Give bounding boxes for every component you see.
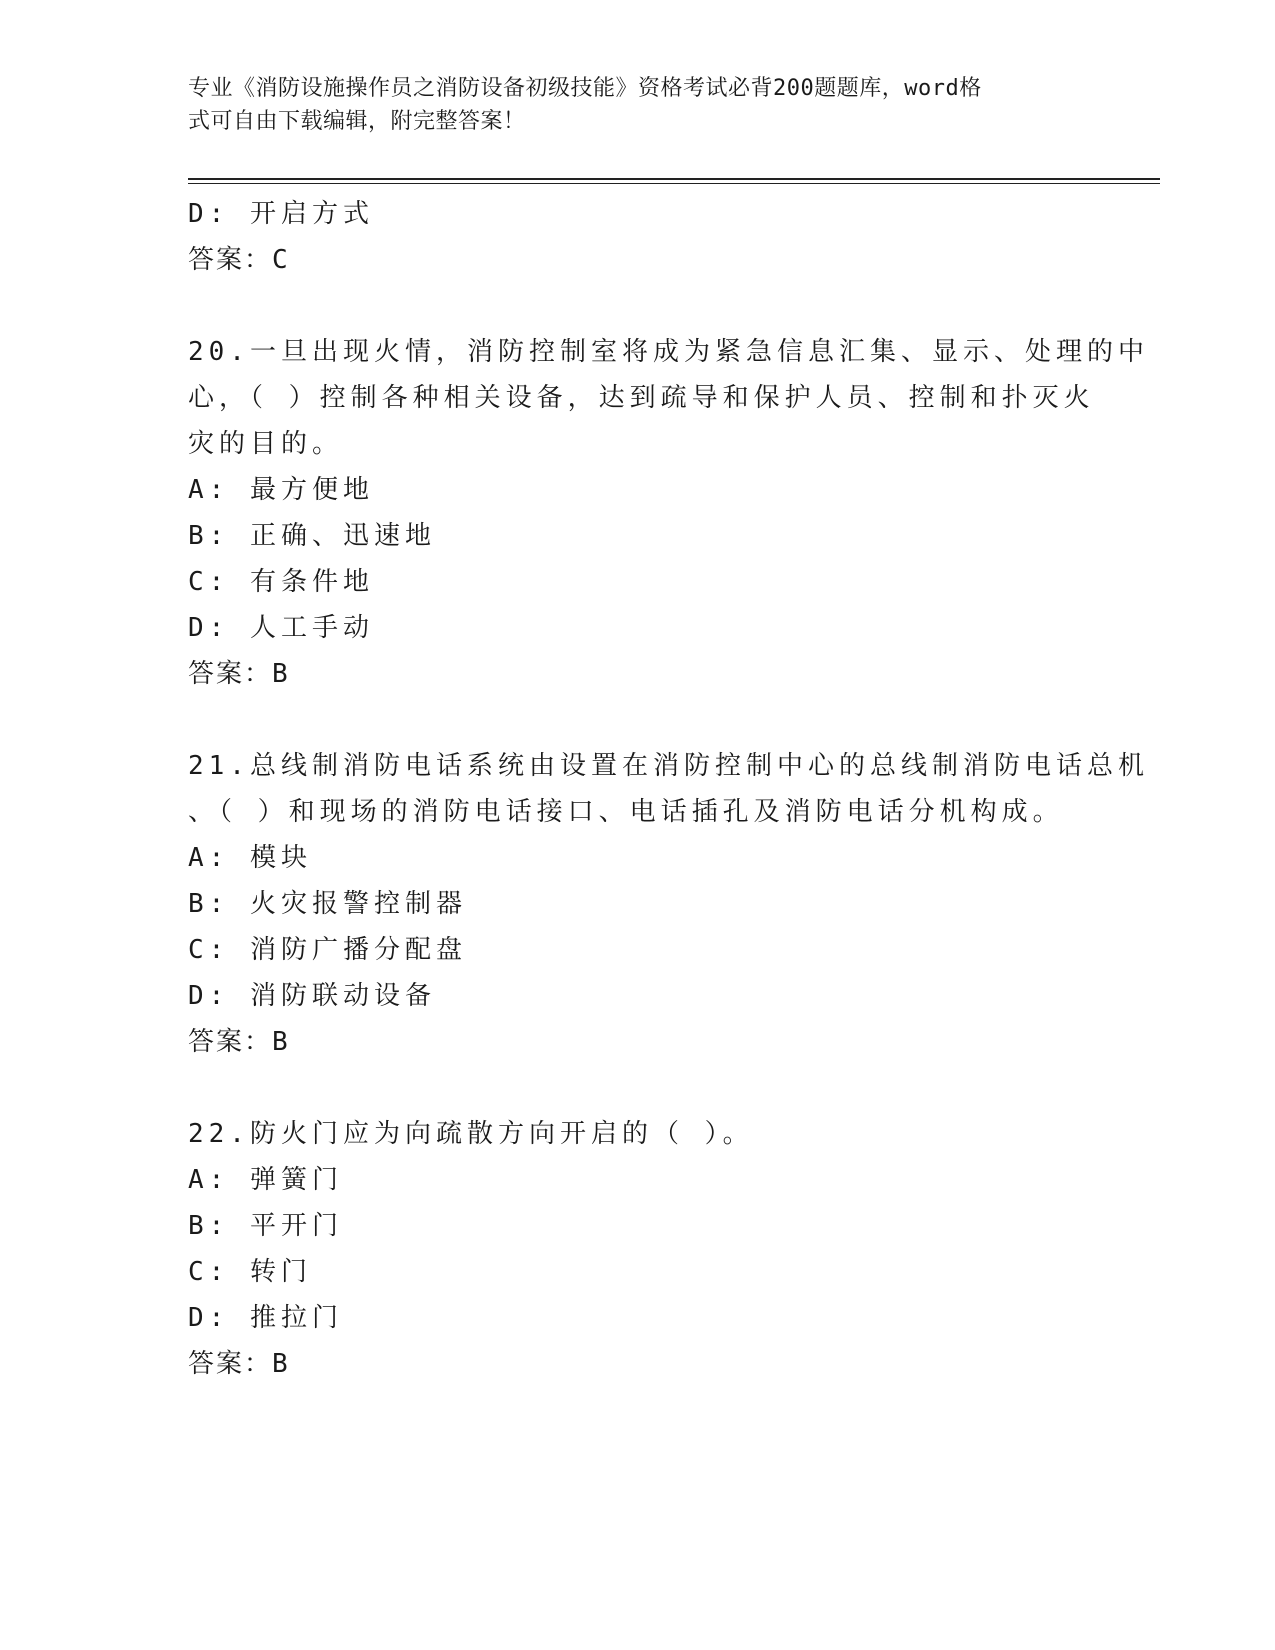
previous-question-tail — [188, 191, 1088, 283]
stem-line: 21.总线制消防电话系统由设置在消防控制中心的总线制消防电话总机 — [188, 751, 1149, 781]
option-a: A: 弹簧门 — [188, 1165, 343, 1195]
stem-line: 灾的目的。 — [188, 429, 344, 459]
answer: 答案：B — [188, 1349, 290, 1379]
stem-line: 22.防火门应为向疏散方向开启的（ ）。 — [188, 1119, 754, 1149]
option-c: C: 转门 — [188, 1257, 312, 1287]
question-22 — [188, 1111, 1088, 1387]
option-d: D: 消防联动设备 — [188, 981, 436, 1011]
stem-line: 心，（ ）控制各种相关设备，达到疏导和保护人员、控制和扑灭火 — [188, 383, 1095, 413]
answer: 答案：B — [188, 1027, 290, 1057]
option-c: C: 消防广播分配盘 — [188, 935, 467, 965]
option-d: D: 人工手动 — [188, 613, 374, 643]
spacer — [188, 1065, 1088, 1111]
question-stem — [188, 1111, 1088, 1157]
option-b: B: 火灾报警控制器 — [188, 889, 467, 919]
answer: 答案：B — [188, 659, 290, 689]
stem-line: 20.一旦出现火情，消防控制室将成为紧急信息汇集、显示、处理的中 — [188, 337, 1149, 367]
header-divider-thin — [188, 183, 1160, 184]
header-line-1: 专业《消防设施操作员之消防设备初级技能》资格考试必背200题题库，word格 — [188, 76, 982, 101]
option-d: D: 开启方式 — [188, 199, 374, 229]
spacer — [188, 697, 1088, 743]
question-stem — [188, 743, 1149, 835]
option-a: A: 模块 — [188, 843, 312, 873]
option-c: C: 有条件地 — [188, 567, 374, 597]
header-line-2: 式可自由下载编辑，附完整答案！ — [188, 109, 526, 134]
document-header — [188, 72, 1068, 138]
stem-line: 、（ ）和现场的消防电话接口、电话插孔及消防电话分机构成。 — [188, 797, 1064, 827]
option-b: B: 正确、迅速地 — [188, 521, 436, 551]
question-stem — [188, 329, 1149, 467]
option-b: B: 平开门 — [188, 1211, 343, 1241]
question-20 — [188, 329, 1149, 697]
header-divider-thick — [188, 178, 1160, 180]
option-a: A: 最方便地 — [188, 475, 374, 505]
spacer — [188, 283, 1088, 329]
document-body — [188, 191, 1149, 1387]
option-d: D: 推拉门 — [188, 1303, 343, 1333]
question-21 — [188, 743, 1149, 1065]
answer: 答案：C — [188, 245, 290, 275]
